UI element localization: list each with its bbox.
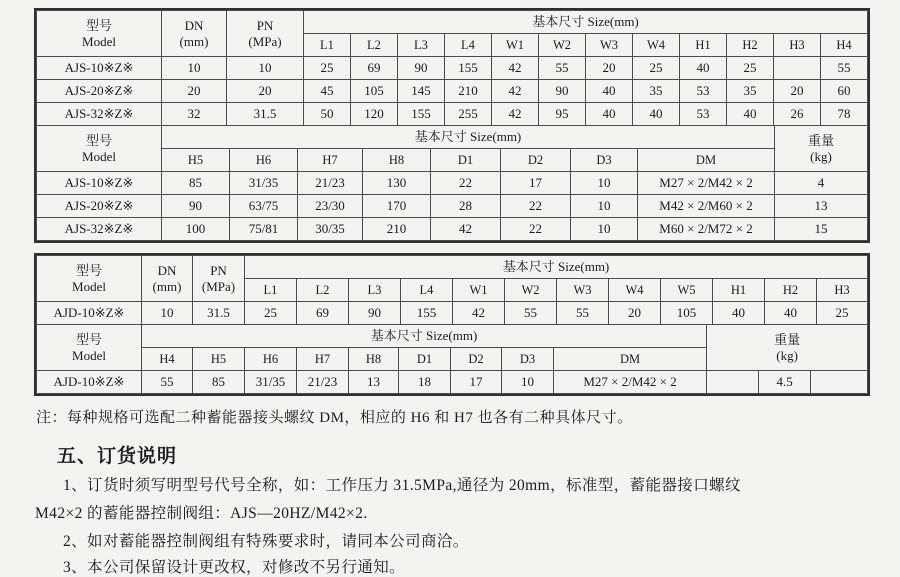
model-header-en: Model: [82, 33, 116, 49]
header-row: [37, 11, 868, 34]
ordering-item-1-line-2: M42×2 的蓄能器控制阀组：AJS—20HZ/M42×2.: [35, 505, 368, 522]
dim-cell: 85: [162, 172, 230, 195]
model-header-en: Model: [72, 347, 106, 363]
dim-cell: 210: [363, 218, 431, 241]
table-note: 注：每种规格可选配二种蓄能器接头螺纹 DM，相应的 H6 和 H7 也各有二种具体尺寸。: [36, 410, 633, 426]
dim-cell: 155: [398, 103, 445, 126]
dim-cell: 40: [633, 103, 680, 126]
dn-header-cell: [142, 256, 193, 302]
model-header-cn: 型号: [85, 132, 112, 148]
dim-cell: 40: [713, 302, 765, 325]
weight-header-cn: 重量: [774, 331, 801, 347]
dim-cell: 17: [451, 371, 502, 394]
dim-cell: 69: [351, 57, 398, 80]
model-cell: AJS-10※Z※: [37, 172, 162, 195]
pn-unit: (MPa): [201, 278, 236, 294]
pn-cell: 31.5: [227, 103, 304, 126]
pn-header: PN: [210, 262, 227, 278]
pn-cell: 31.5: [193, 302, 245, 325]
col-header-W1: W1: [453, 279, 505, 302]
header-row: [37, 126, 868, 149]
col-header-H7: H7: [297, 348, 349, 371]
ajs-table-upper-section: [36, 10, 868, 126]
dim-cell: 40: [680, 57, 727, 80]
col-header-W5: W5: [661, 279, 713, 302]
dim-cell: 20: [774, 80, 821, 103]
dn-cell: 20: [162, 80, 227, 103]
dim-cell: [774, 57, 821, 80]
col-header-L3: L3: [349, 279, 401, 302]
dim-cell: 25: [817, 302, 868, 325]
col-header-D2: D2: [501, 149, 571, 172]
dim-cell: 75/81: [230, 218, 298, 241]
col-header-H3: H3: [817, 279, 868, 302]
ordering-item-3: 3、本公司保留设计更改权，对修改不另行通知。: [63, 559, 406, 576]
col-header-DM: DM: [554, 348, 707, 371]
dim-cell: 145: [398, 80, 445, 103]
table-row: [37, 80, 868, 103]
subheader-row: [37, 149, 868, 172]
dim-cell: 22: [501, 218, 571, 241]
col-header-H4: H4: [142, 348, 193, 371]
dim-cell: 21/23: [297, 371, 349, 394]
dn-unit: (mm): [179, 33, 209, 49]
model-cell: AJS-10※Z※: [37, 57, 162, 80]
dim-cell: 42: [431, 218, 501, 241]
table-row: [37, 57, 868, 80]
dim-cell: 120: [351, 103, 398, 126]
dim-cell: 22: [501, 195, 571, 218]
dim-cell: 40: [586, 80, 633, 103]
model-cell: AJD-10※Z※: [37, 302, 142, 325]
header-row: [37, 256, 868, 279]
dim-cell: 63/75: [230, 195, 298, 218]
col-header-H5: H5: [162, 149, 230, 172]
table-row: [37, 371, 868, 394]
dim-cell: 31/35: [230, 172, 298, 195]
dim-cell: 155: [445, 57, 492, 80]
ajs-table-lower-section: [36, 125, 868, 241]
col-header-H8: H8: [363, 149, 431, 172]
dim-cell: 130: [363, 172, 431, 195]
section-title: 五、订货说明: [57, 446, 178, 467]
dim-cell: 53: [680, 80, 727, 103]
col-header-D3: D3: [502, 348, 554, 371]
dim-cell: 25: [245, 302, 297, 325]
dim-cell: 18: [399, 371, 451, 394]
dim-cell: 35: [727, 80, 774, 103]
weight-header-cell: [775, 126, 868, 172]
size-header-cell: 基本尺寸 Size(mm): [245, 256, 868, 279]
dn-unit: (mm): [152, 278, 182, 294]
dn-header: DN: [184, 17, 204, 33]
dn-cell: 32: [162, 103, 227, 126]
dim-cell: 55: [539, 57, 586, 80]
model-header-cell: [37, 256, 142, 302]
model-header-cell: [37, 11, 162, 57]
model-cell: AJD-10※Z※: [37, 371, 142, 394]
dm-cell: M60 × 2/M72 × 2: [638, 218, 775, 241]
col-header-W3: W3: [557, 279, 609, 302]
model-cell: AJS-32※Z※: [37, 103, 162, 126]
weight-cell: 4.5: [759, 371, 811, 394]
col-header-L1: L1: [304, 34, 351, 57]
model-header-cn: 型号: [75, 262, 102, 278]
dim-cell: 105: [661, 302, 713, 325]
dim-cell: 90: [162, 195, 230, 218]
ajd-table-upper-section: [36, 255, 868, 325]
dim-cell: 40: [765, 302, 817, 325]
table-row: [37, 302, 868, 325]
dim-cell: 17: [501, 172, 571, 195]
col-header-W4: W4: [633, 34, 680, 57]
table-row: [37, 195, 868, 218]
col-header-H3: H3: [774, 34, 821, 57]
dim-cell: 20: [609, 302, 661, 325]
dim-cell: 90: [398, 57, 445, 80]
col-header-L4: L4: [445, 34, 492, 57]
weight-cell: 15: [775, 218, 868, 241]
dim-cell: 42: [453, 302, 505, 325]
dn-cell: 10: [162, 57, 227, 80]
dim-cell: 23/30: [298, 195, 363, 218]
dim-cell: 10: [571, 218, 638, 241]
dm-cell: M42 × 2/M60 × 2: [638, 195, 775, 218]
dim-cell: 25: [633, 57, 680, 80]
col-header-H4: H4: [821, 34, 868, 57]
model-header-cell: [37, 126, 162, 172]
model-cell: AJS-20※Z※: [37, 195, 162, 218]
dm-cell: M27 × 2/M42 × 2: [638, 172, 775, 195]
dim-cell: 22: [431, 172, 501, 195]
dim-cell: 40: [727, 103, 774, 126]
model-header-cn: 型号: [75, 331, 102, 347]
model-cell: AJS-20※Z※: [37, 80, 162, 103]
dim-cell: 35: [633, 80, 680, 103]
col-header-L2: L2: [351, 34, 398, 57]
model-cell: AJS-32※Z※: [37, 218, 162, 241]
dim-cell: 20: [586, 57, 633, 80]
dim-cell: 90: [539, 80, 586, 103]
col-header-D1: D1: [399, 348, 451, 371]
col-header-W1: W1: [492, 34, 539, 57]
pn-header-cell: [227, 11, 304, 57]
dim-cell: 42: [492, 80, 539, 103]
model-header-cn: 型号: [85, 17, 112, 33]
size-header-cell: 基本尺寸 Size(mm): [162, 126, 775, 149]
dn-header: DN: [157, 262, 177, 278]
dm-cell: M27 × 2/M42 × 2: [554, 371, 707, 394]
col-header-W3: W3: [586, 34, 633, 57]
dim-cell: 26: [774, 103, 821, 126]
dim-cell: 210: [445, 80, 492, 103]
size-header-cell: 基本尺寸 Size(mm): [304, 11, 868, 34]
dim-cell: 10: [502, 371, 554, 394]
dim-cell: 90: [349, 302, 401, 325]
dim-cell: 28: [431, 195, 501, 218]
pn-header-cell: [193, 256, 245, 302]
dim-cell: 25: [304, 57, 351, 80]
dim-cell: 155: [401, 302, 453, 325]
col-header-H5: H5: [193, 348, 245, 371]
pn-unit: (MPa): [248, 33, 282, 49]
empty-cell: [707, 371, 759, 394]
col-header-W2: W2: [505, 279, 557, 302]
col-header-H7: H7: [298, 149, 363, 172]
dim-cell: 21/23: [298, 172, 363, 195]
dim-cell: 255: [445, 103, 492, 126]
dim-cell: 42: [492, 57, 539, 80]
dim-cell: 30/35: [298, 218, 363, 241]
dim-cell: 40: [586, 103, 633, 126]
dim-cell: 170: [363, 195, 431, 218]
dim-cell: 50: [304, 103, 351, 126]
col-header-W4: W4: [609, 279, 661, 302]
col-header-L3: L3: [398, 34, 445, 57]
weight-cell: 4: [775, 172, 868, 195]
col-header-L2: L2: [297, 279, 349, 302]
col-header-D1: D1: [431, 149, 501, 172]
table-row: [37, 218, 868, 241]
model-header-cell: [37, 325, 142, 371]
col-header-H2: H2: [765, 279, 817, 302]
dim-cell: 31/35: [245, 371, 297, 394]
dim-cell: 25: [727, 57, 774, 80]
dim-cell: 60: [821, 80, 868, 103]
pn-cell: 10: [227, 57, 304, 80]
weight-header-cn: 重量: [808, 132, 835, 148]
col-header-L4: L4: [401, 279, 453, 302]
pn-cell: 20: [227, 80, 304, 103]
col-header-D2: D2: [451, 348, 502, 371]
ordering-item-1-line-1: 1、订货时须写明型号代号全称，如：工作压力 31.5MPa,通径为 20mm，标准型，蓄能器接口螺纹: [63, 477, 741, 494]
col-header-W2: W2: [539, 34, 586, 57]
dim-cell: 10: [571, 195, 638, 218]
dim-cell: 85: [193, 371, 245, 394]
dim-cell: 55: [557, 302, 609, 325]
ajd-dimensions-table: [34, 253, 870, 396]
model-header-en: Model: [82, 148, 116, 164]
col-header-H8: H8: [349, 348, 399, 371]
dim-cell: 78: [821, 103, 868, 126]
dim-cell: 53: [680, 103, 727, 126]
col-header-H6: H6: [230, 149, 298, 172]
col-header-DM: DM: [638, 149, 775, 172]
dim-cell: 95: [539, 103, 586, 126]
dim-cell: 69: [297, 302, 349, 325]
ajd-table-lower-section: [36, 324, 868, 394]
table-row: [37, 172, 868, 195]
weight-unit: (kg): [810, 148, 832, 164]
empty-cell: [811, 371, 868, 394]
dim-cell: 105: [351, 80, 398, 103]
col-header-H1: H1: [713, 279, 765, 302]
header-row: [37, 325, 868, 348]
dim-cell: 10: [571, 172, 638, 195]
model-header-en: Model: [72, 278, 106, 294]
col-header-H1: H1: [680, 34, 727, 57]
col-header-L1: L1: [245, 279, 297, 302]
ordering-item-2: 2、如对蓄能器控制阀组有特殊要求时，请同本公司商洽。: [63, 533, 469, 550]
weight-cell: 13: [775, 195, 868, 218]
dn-header-cell: [162, 11, 227, 57]
pn-header: PN: [256, 17, 274, 33]
dim-cell: 42: [492, 103, 539, 126]
col-header-D3: D3: [571, 149, 638, 172]
dim-cell: 55: [505, 302, 557, 325]
weight-header-cell: [707, 325, 868, 371]
dim-cell: 55: [142, 371, 193, 394]
weight-unit: (kg): [776, 347, 798, 363]
table-row: [37, 103, 868, 126]
ajs-dimensions-table: [34, 8, 870, 243]
dim-cell: 13: [349, 371, 399, 394]
col-header-H2: H2: [727, 34, 774, 57]
dn-cell: 10: [142, 302, 193, 325]
dim-cell: 55: [821, 57, 868, 80]
col-header-H6: H6: [245, 348, 297, 371]
size-header-cell: 基本尺寸 Size(mm): [142, 325, 707, 348]
dim-cell: 100: [162, 218, 230, 241]
dim-cell: 45: [304, 80, 351, 103]
